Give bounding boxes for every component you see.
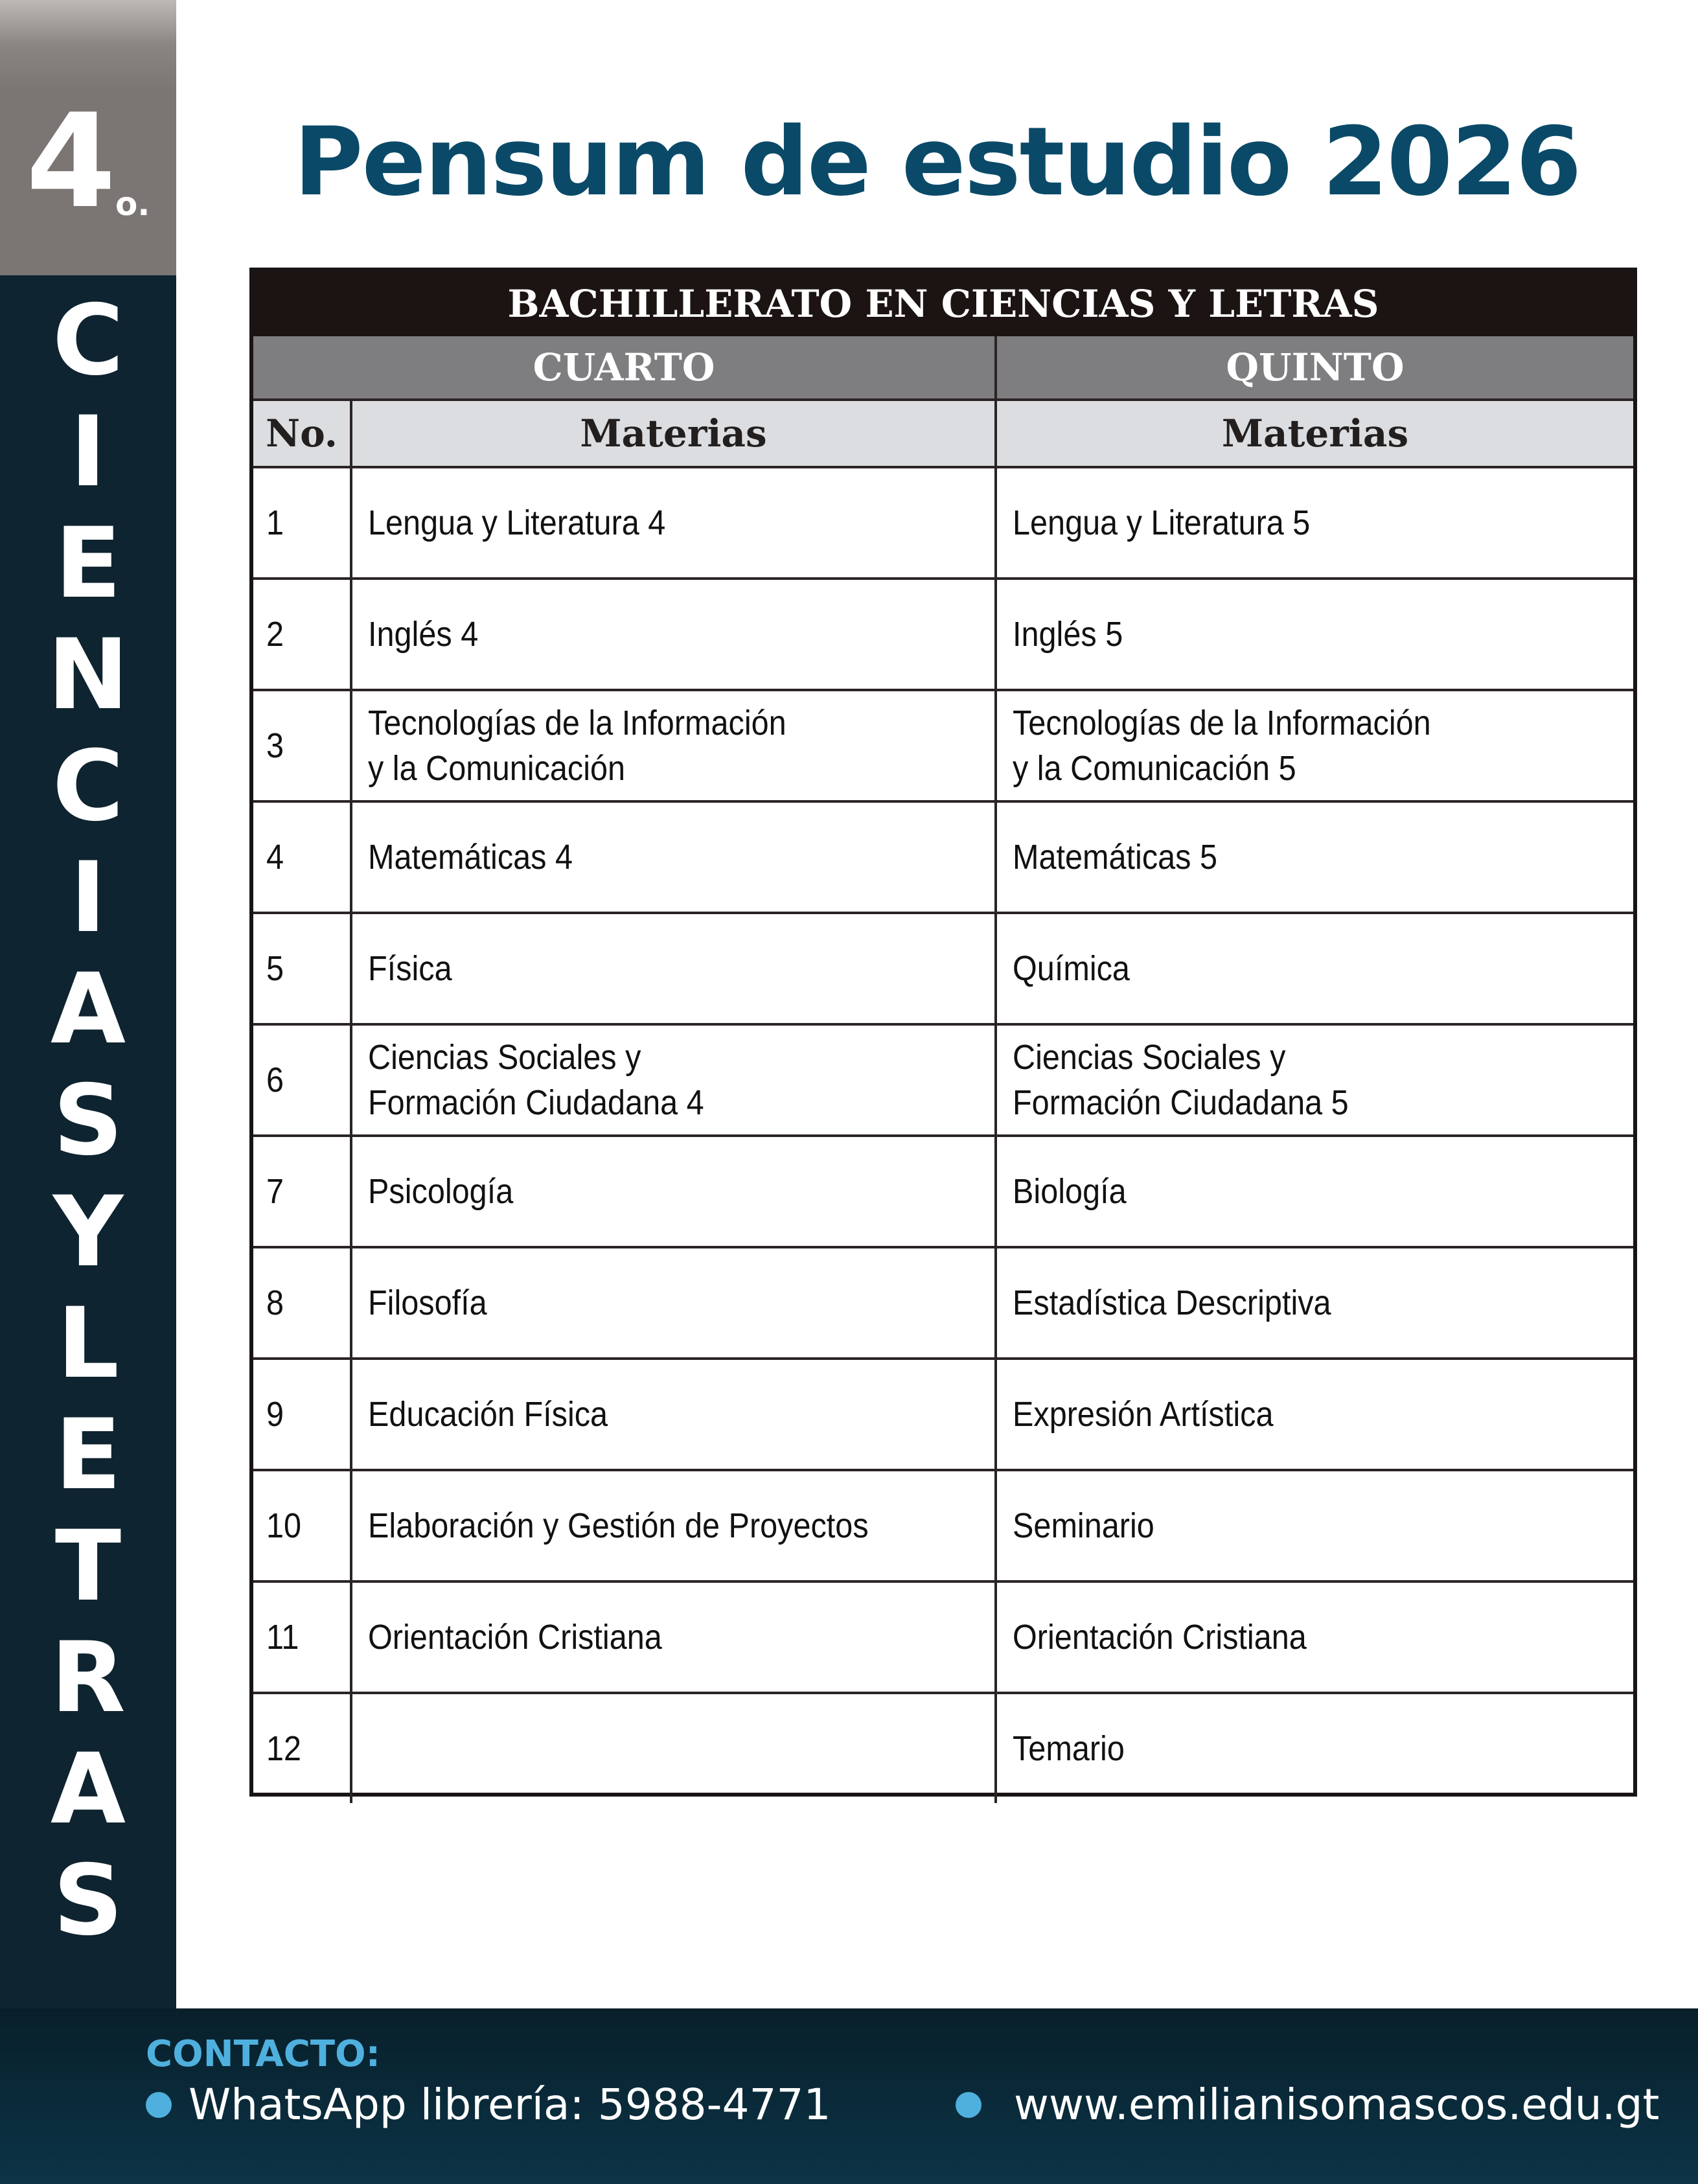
table-row	[253, 1134, 1633, 1246]
row-number-cell	[253, 1583, 350, 1692]
subject-cuarto-cell	[350, 1471, 994, 1580]
row-number-cell	[253, 468, 350, 577]
subject-cuarto: Inglés 4	[368, 615, 479, 654]
row-number-cell	[253, 691, 350, 800]
subject-quinto: Ciencias Sociales y Formación Ciudadana 5	[1013, 1038, 1349, 1122]
row-number: 10	[266, 1506, 302, 1545]
subject-quinto: Inglés 5	[1013, 615, 1123, 654]
subject-cuarto-cell	[350, 803, 994, 912]
subject-cuarto-cell	[350, 1694, 994, 1803]
subject-cuarto: Educación Física	[368, 1395, 608, 1434]
subject-quinto-cell	[994, 1583, 1633, 1692]
subject-cuarto-cell	[350, 1360, 994, 1469]
row-number: 5	[266, 949, 284, 988]
row-number: 7	[266, 1172, 284, 1211]
table-row	[253, 689, 1633, 800]
subject-quinto: Lengua y Literatura 5	[1013, 503, 1311, 542]
table-row	[253, 912, 1633, 1023]
subject-cuarto: Lengua y Literatura 4	[368, 503, 666, 542]
pensum-table	[249, 268, 1637, 1797]
table-row	[253, 577, 1633, 689]
subject-cuarto: Física	[368, 949, 452, 988]
table-row	[253, 1246, 1633, 1357]
row-number-cell	[253, 1248, 350, 1357]
subject-quinto: Seminario	[1013, 1506, 1154, 1545]
year-header-cuarto: CUARTO	[533, 345, 715, 389]
subject-cuarto-cell	[350, 1137, 994, 1246]
subject-quinto: Matemáticas 5	[1013, 838, 1218, 877]
column-header-materias-cuarto: Materias	[350, 401, 994, 466]
row-number-cell	[253, 580, 350, 689]
subject-quinto-cell	[994, 1137, 1633, 1246]
table-row	[253, 1357, 1633, 1469]
subject-cuarto: Matemáticas 4	[368, 838, 573, 877]
table-row	[253, 1023, 1633, 1134]
subject-quinto-cell	[994, 691, 1633, 800]
subject-cuarto-cell	[350, 1248, 994, 1357]
subject-quinto: Biología	[1013, 1172, 1127, 1211]
table-row	[253, 800, 1633, 912]
table-title: BACHILLERATO EN CIENCIAS Y LETRAS	[507, 282, 1379, 326]
footer	[0, 2008, 1698, 2184]
subject-quinto: Temario	[1013, 1729, 1125, 1768]
row-number: 3	[266, 726, 284, 765]
subject-cuarto-cell	[350, 580, 994, 689]
row-number: 9	[266, 1395, 284, 1434]
table-row	[253, 1692, 1633, 1803]
row-number: 11	[266, 1618, 299, 1657]
row-number: 6	[266, 1061, 284, 1099]
vertical-title: CIENCIAS Y LETRAS	[47, 284, 129, 1957]
table-row	[253, 1580, 1633, 1692]
subject-cuarto: Tecnologías de la Información y la Comunicación	[368, 704, 786, 788]
column-header-materias-quinto: Materias	[994, 401, 1633, 466]
contact-label: CONTACTO:	[146, 2033, 381, 2075]
row-number: 2	[266, 615, 284, 654]
bullet-icon	[956, 2092, 981, 2118]
subject-quinto-cell	[994, 1360, 1633, 1469]
row-number-cell	[253, 1360, 350, 1469]
subject-cuarto: Ciencias Sociales y Formación Ciudadana 4	[368, 1038, 704, 1122]
subject-cuarto-cell	[350, 914, 994, 1023]
subject-quinto: Expresión Artística	[1013, 1395, 1274, 1434]
website-contact[interactable]	[956, 2080, 1659, 2130]
whatsapp-contact	[146, 2080, 831, 2130]
row-number-cell	[253, 1694, 350, 1803]
whatsapp-text: WhatsApp librería: 5988-4771	[189, 2080, 831, 2130]
sidebar	[0, 0, 176, 2008]
row-number-cell	[253, 914, 350, 1023]
row-number-cell	[253, 803, 350, 912]
subject-quinto: Estadística Descriptiva	[1013, 1283, 1331, 1322]
table-row	[253, 1469, 1633, 1580]
grade-number: 4	[26, 86, 117, 237]
subject-cuarto-cell	[350, 1026, 994, 1134]
column-header-no: No.	[266, 411, 338, 455]
year-header-row	[253, 336, 1633, 401]
page-title: Pensum de estudio 2026	[293, 107, 1581, 217]
website-link[interactable]: www.emilianisomascos.edu.gt	[1014, 2080, 1660, 2130]
row-number-cell	[253, 1026, 350, 1134]
subject-quinto-cell	[994, 1248, 1633, 1357]
year-header-quinto: QUINTO	[994, 336, 1633, 398]
subject-cuarto: Psicología	[368, 1172, 514, 1211]
subject-quinto-cell	[994, 1026, 1633, 1134]
row-number: 1	[266, 503, 284, 542]
table-header	[253, 271, 1633, 336]
row-number: 4	[266, 838, 284, 877]
subject-quinto-cell	[994, 803, 1633, 912]
subject-cuarto-cell	[350, 468, 994, 577]
subject-quinto: Química	[1013, 949, 1130, 988]
bullet-icon	[146, 2092, 172, 2118]
subject-quinto-cell	[994, 914, 1633, 1023]
grade-badge	[0, 0, 176, 275]
row-number-cell	[253, 1137, 350, 1246]
subject-cuarto-cell	[350, 691, 994, 800]
grade-suffix: o.	[115, 185, 150, 223]
subject-cuarto: Elaboración y Gestión de Proyectos	[368, 1506, 869, 1545]
row-number: 12	[266, 1729, 302, 1768]
subject-quinto-cell	[994, 1471, 1633, 1580]
subject-cuarto: Orientación Cristiana	[368, 1618, 662, 1657]
subject-quinto-cell	[994, 1694, 1633, 1803]
row-number-cell	[253, 1471, 350, 1580]
subject-cuarto: Filosofía	[368, 1283, 487, 1322]
column-header-row	[253, 401, 1633, 466]
subject-quinto-cell	[994, 580, 1633, 689]
subject-quinto-cell	[994, 468, 1633, 577]
subject-quinto: Tecnologías de la Información y la Comunicación 5	[1013, 704, 1431, 788]
row-number: 8	[266, 1283, 284, 1322]
subject-quinto: Orientación Cristiana	[1013, 1618, 1307, 1657]
table-row	[253, 466, 1633, 577]
subject-cuarto-cell	[350, 1583, 994, 1692]
